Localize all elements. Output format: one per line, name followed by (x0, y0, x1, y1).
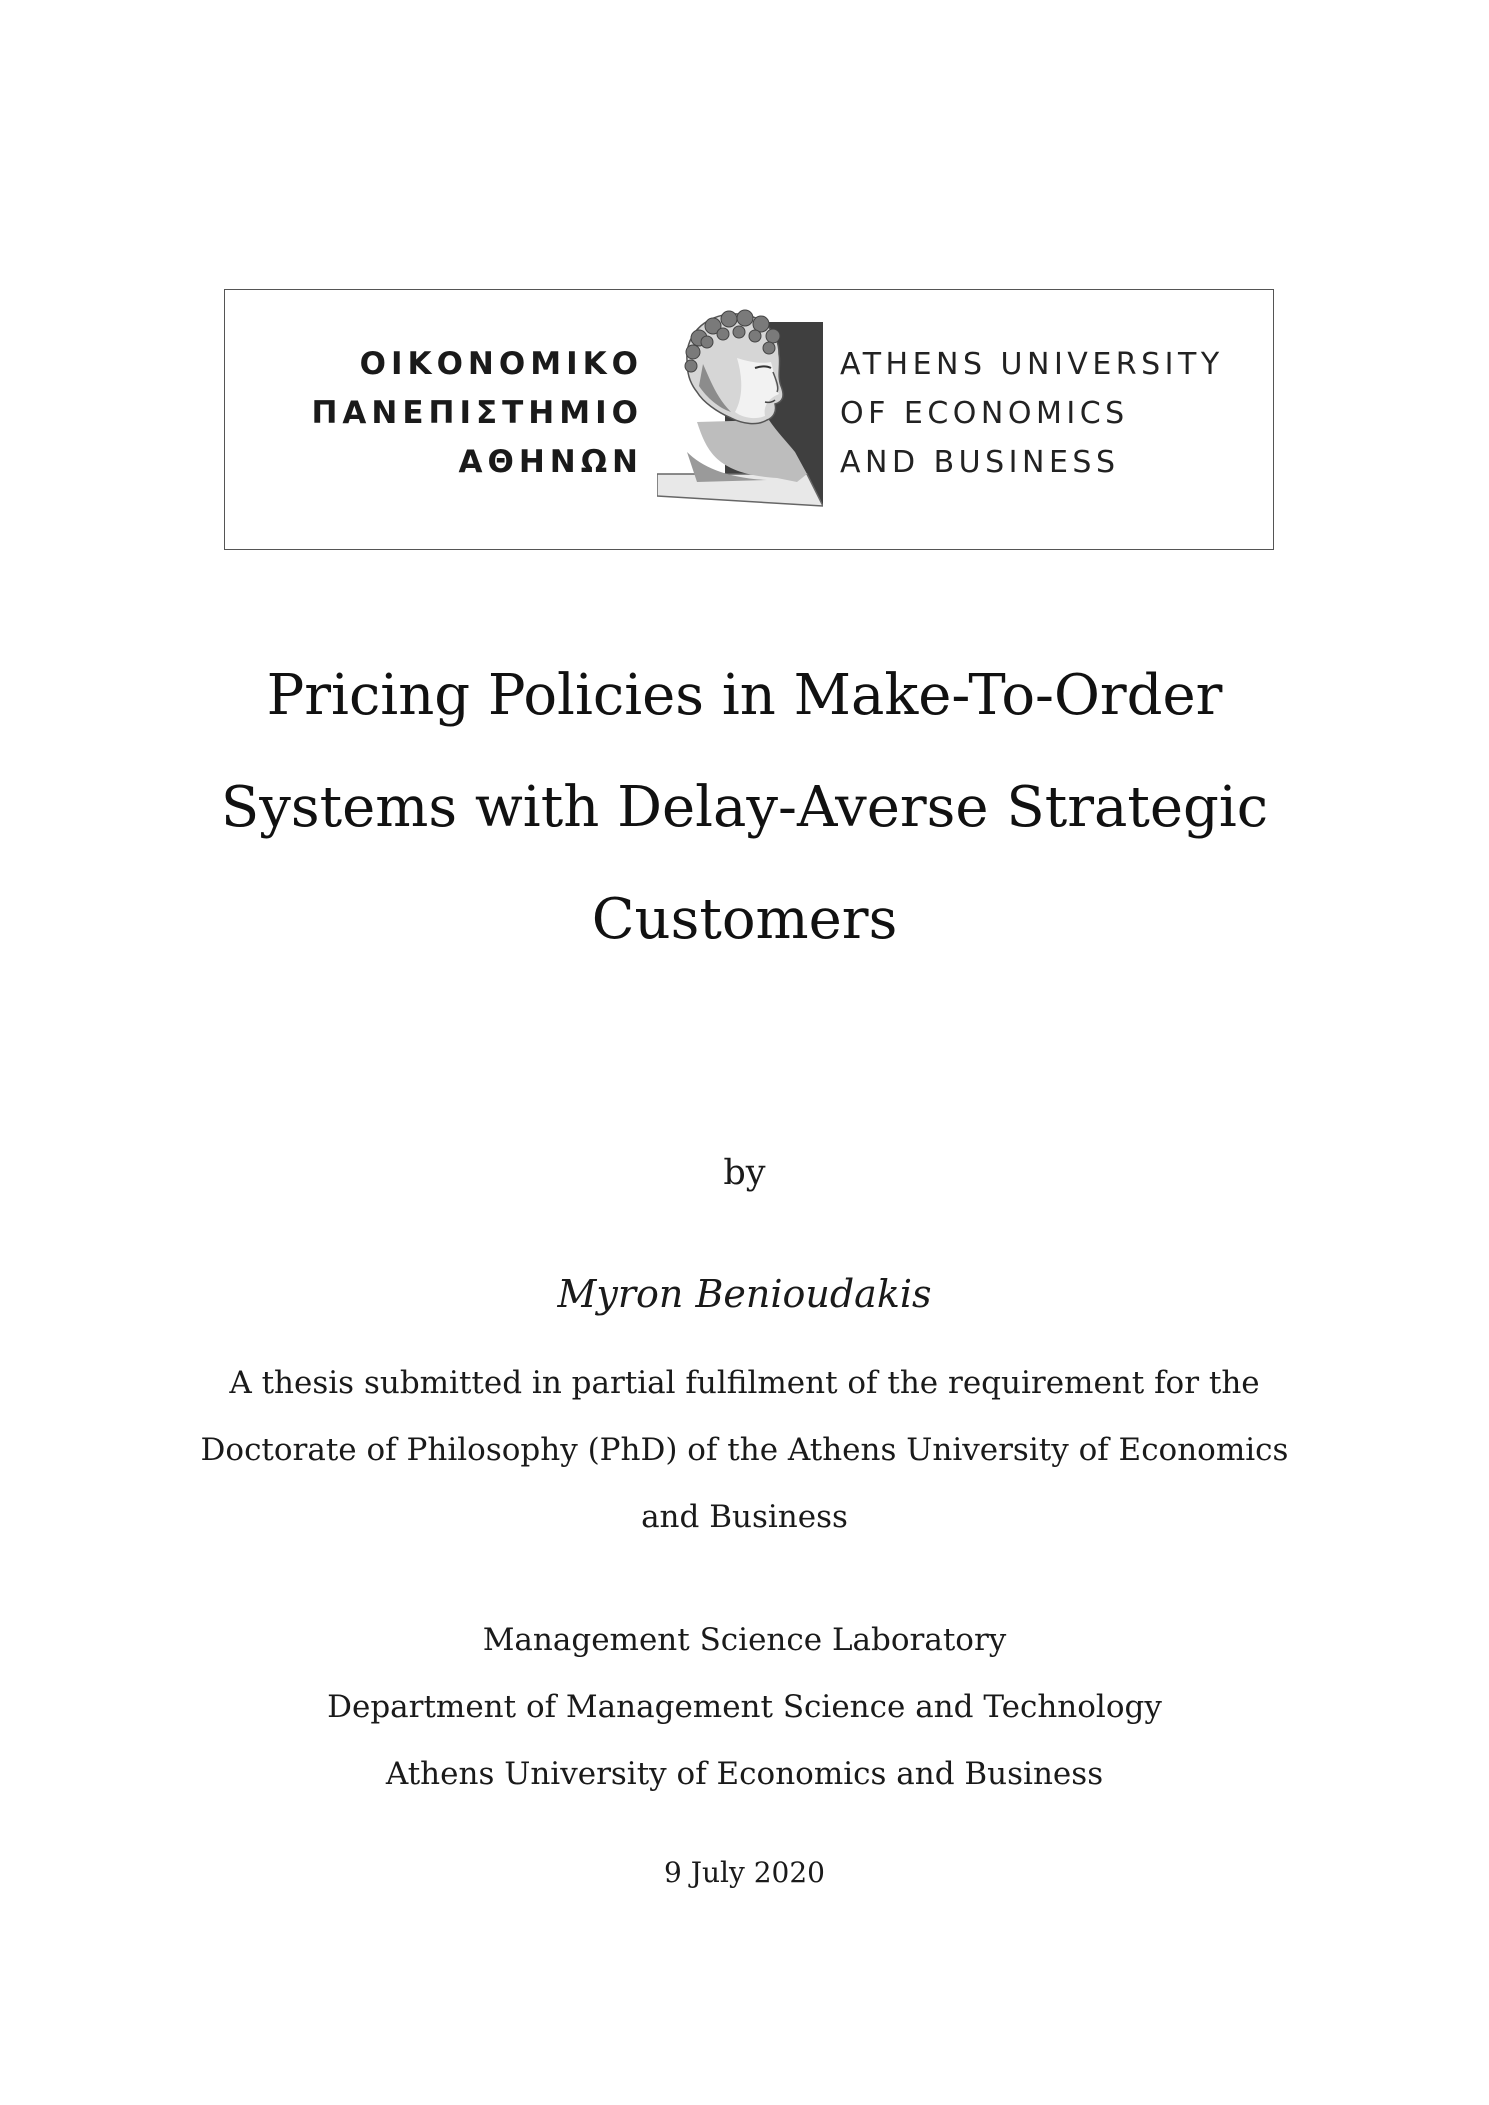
title-line: Systems with Delay-Averse Strategic (220, 775, 1269, 840)
author-name: Myron Benioudakis (557, 1272, 932, 1316)
hermes-bust-icon (657, 302, 823, 514)
logo-greek-line: ΑΘΗΝΩΝ (458, 444, 643, 480)
degree-statement (150, 1350, 1339, 1551)
title-line: Pricing Policies in Make-To-Order (266, 663, 1223, 728)
logo-english-line: ATHENS UNIVERSITY (840, 347, 1224, 382)
statement-line: and Business (641, 1499, 848, 1535)
logo-english-name (840, 340, 1224, 487)
statement-line: Doctorate of Philosophy (PhD) of the Athens University of Economics (200, 1432, 1289, 1468)
affiliation-line: Athens University of Economics and Business (385, 1756, 1104, 1792)
university-logo (224, 289, 1274, 550)
thesis-title (150, 640, 1339, 976)
logo-greek-line: ΠΑΝΕΠΙΣΤΗΜΙΟ (311, 395, 643, 431)
logo-greek-line: ΟΙΚΟΝΟΜΙΚΟ (359, 346, 643, 382)
logo-greek-name (311, 340, 643, 487)
affiliation-line: Department of Management Science and Technology (327, 1689, 1162, 1725)
logo-english-line: AND BUSINESS (840, 445, 1120, 480)
affiliation-block (150, 1607, 1339, 1808)
title-line: Customers (591, 887, 898, 952)
submission-date: 9 July 2020 (664, 1856, 825, 1889)
by-label: by (723, 1153, 766, 1193)
logo-english-line: OF ECONOMICS (840, 396, 1129, 431)
statement-line: A thesis submitted in partial fulfilment of the requirement for the (229, 1365, 1260, 1401)
affiliation-line: Management Science Laboratory (482, 1622, 1007, 1658)
